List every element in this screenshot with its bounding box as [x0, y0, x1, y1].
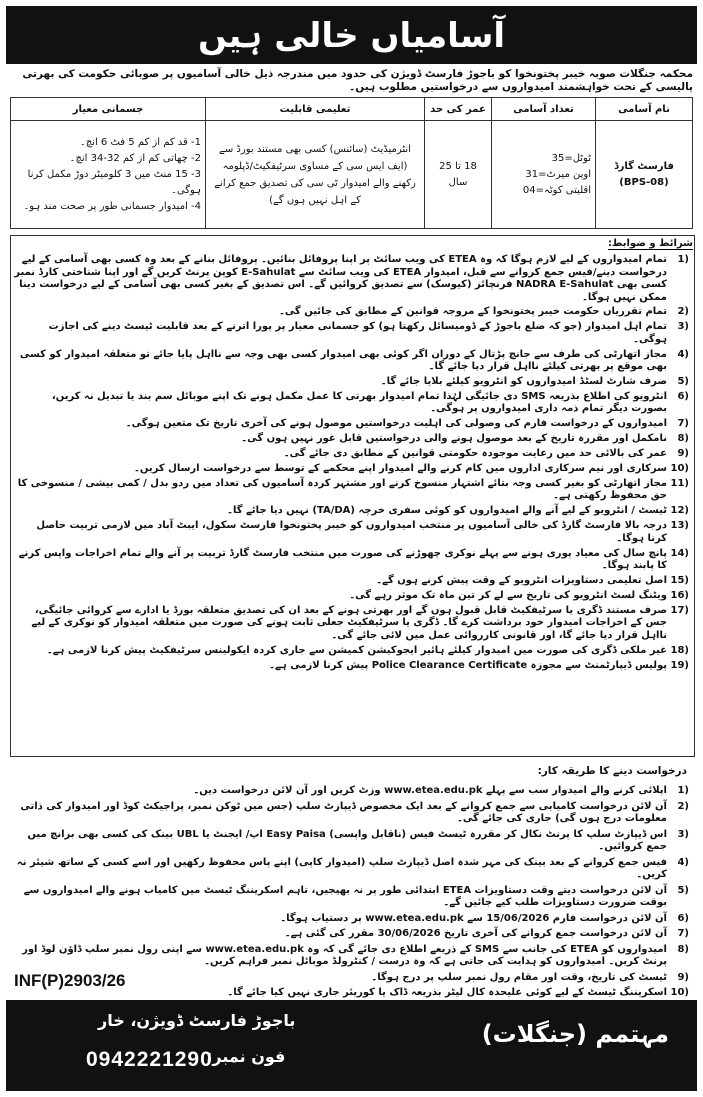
- item-text: ویٹنگ لسٹ انٹرویو کی تاریخ سے لے کر تین ماہ تک موثر رہے گی۔: [349, 589, 667, 601]
- item-text: مجاز اتھارٹی کی طرف سے جانچ پڑتال کے دوران اگر کوئی بھی امیدوار کسی بھی وجہ سے نااہل پایا جائے تو متعلقہ امیدوار کو کسی بھی موقع پر بھرتی کیلئے نااہل قرار دیا جائے گا۔: [19, 348, 667, 373]
- item-text: آن لائن درخواست دیتے وقت دستاویزات ETEA ابتدائی طور پر نہ بھیجیں، تاہم اسکریننگ ٹیسٹ میں کامیاب ہونے والے امیدواروں سے بوقت ضرورت دستاویزات طلب کیے جائیں گے۔: [23, 884, 667, 908]
- apply-heading: درخواست دینے کا طریقہ کار:: [537, 765, 687, 777]
- list-item: [14, 913, 689, 926]
- item-number: 10): [670, 987, 689, 998]
- post-name-cell: [596, 121, 693, 229]
- item-text: امیدواروں کو ETEA کی جانب سے SMS کے ذریعے اطلاع دی جائے گی کہ وہ www.etea.edu.pk سے اپنی رول نمبر سلپ ڈاؤن لوڈ اور پرنٹ کریں۔ امیدواروں کو ہدایت کی جاتی ہے کہ وہ درست / کنٹرولڈ موبائل نمبر فراہم کریں۔: [22, 943, 667, 967]
- signatory-title: مہتمم (جنگلات): [481, 1020, 669, 1048]
- item-text: انٹرویو کی اطلاع بذریعہ SMS دی جائیگی لہٰذا تمام امیدوار بھرتی کا عمل مکمل ہونے تک اپنے موبائل سم بند یا تبدیل نہ کریں، بصورت دیگر تمام ذمہ داری امیدواروں پر ہوگی۔: [51, 390, 667, 415]
- item-number: 7): [677, 418, 689, 430]
- count-minority: اقلیتی کوٹہ=04: [522, 184, 591, 196]
- post-count-cell: [492, 121, 596, 229]
- item-number: 6): [677, 912, 689, 924]
- item-number: 1): [677, 785, 689, 796]
- item-text: تمام امیدواروں کے لیے لازم ہوگا کہ وہ ETEA کی ویب سائٹ پر اپنا پروفائل بنائیں۔ پروفائل بنانے کے بعد وہ کسی بھی آسامی کے لیے درخواست دینے/فیس جمع کروانے سے قبل، امیدوار ETEA کی ویب سائٹ سے E-Sahulat کوپن پرنٹ کریں گے اور اپنا شناختی کارڈ نمبر کسی بھی NADRA E-Sahulat فرنچائز (کیوسک) سے تصدیق کروائیں گے۔ اس تصدیق کے بغیر کسی بھی آسامی کے لیے درخواست دینا ممکن نہیں ہوگا۔: [14, 254, 667, 303]
- list-item: [14, 376, 689, 389]
- item-number: 16): [670, 589, 689, 601]
- list-item: [14, 645, 689, 658]
- office-address: باجوڑ فارسٹ ڈویژن، خار: [98, 1011, 296, 1030]
- col-post-count: تعداد آسامی: [492, 98, 596, 121]
- item-number: 3): [677, 828, 689, 840]
- age-limit-cell: [425, 121, 492, 229]
- item-text: سرکاری اور نیم سرکاری اداروں میں کام کرنے والے امیدوار اپنے محکمے کے توسط سے درخواست ارسال کریں۔: [134, 463, 667, 475]
- item-number: 2): [677, 800, 689, 812]
- list-item: [14, 785, 689, 798]
- item-number: 6): [677, 390, 689, 402]
- item-text: غیر ملکی ڈگری کی صورت میں امیدوار کیلئے ہائیر ایجوکیشن کمیشن سے جاری کردہ ایکولینس سرٹیفکیٹ پیش کرنا لازمی ہے۔: [46, 644, 667, 656]
- page-title: آسامیاں خالی ہیں: [197, 15, 506, 56]
- item-text: پولیس ڈیپارٹمنٹ سے مجوزہ Police Clearance Certificate پیش کرنا لازمی ہے۔: [269, 659, 667, 671]
- item-number: 11): [670, 477, 689, 489]
- item-number: 8): [677, 943, 689, 955]
- list-item: [14, 418, 689, 431]
- post-scale: (BPS-08): [619, 176, 669, 188]
- col-age-limit: عمر کی حد: [425, 98, 492, 121]
- count-total: ٹوٹل=35: [551, 152, 591, 164]
- apply-steps-list: [14, 785, 689, 1003]
- item-text: فیس جمع کروانے کے بعد بینک کی مہر شدہ اصل ڈیپازٹ سلپ (امیدوار کاپی) اپنے پاس محفوظ رکھیں اور اسے کسی کے ساتھ شیئر نہ کریں۔: [16, 856, 667, 880]
- item-number: 5): [677, 884, 689, 896]
- qualification-cell: انٹرمیڈیٹ (سائنس) کسی بھی مستند بورڈ سے (ایف ایس سی کے مساوی سرٹیفکیٹ/ڈپلومہ رکھنے والے امیدوار ٹی سی کی تصدیق جمع کرانے کے اہل نہیں ہوں گے): [206, 121, 425, 229]
- item-number: 4): [677, 348, 689, 360]
- item-text: نامکمل اور مقررہ تاریخ کے بعد موصول ہونے والی درخواستیں قابل غور نہیں ہوں گی۔: [241, 433, 667, 445]
- item-number: 9): [677, 448, 689, 460]
- age-range: 18 تا 25: [439, 160, 477, 172]
- physical-run: 3- 15 منٹ میں 3 کلومیٹر دوڑ مکمل کرنا ہوگی۔: [27, 168, 201, 196]
- list-item: [14, 548, 689, 573]
- item-number: 14): [670, 547, 689, 559]
- item-text: ٹیسٹ کی تاریخ، وقت اور مقام رول نمبر سلپ پر درج ہوگا۔: [371, 971, 667, 983]
- item-number: 13): [670, 520, 689, 532]
- item-text: تمام تقرریاں حکومت خیبر پختونخوا کے مروجہ قوانین کے مطابق کی جائیں گی۔: [278, 306, 667, 318]
- table-header-row: [11, 98, 693, 121]
- list-item: [14, 605, 689, 643]
- item-number: 7): [677, 928, 689, 939]
- physical-height: 1- قد کم از کم 5 فٹ 6 انچ۔: [79, 136, 201, 148]
- item-text: تمام اہل امیدوار (جو کہ ضلع باجوڑ کے ڈومیسائل رکھتا ہو) کو جسمانی معیار پر پورا اترنے کے بعد قابلیت ٹیسٹ دینے کی اجازت ہوگی۔: [48, 321, 667, 345]
- list-item: [14, 254, 689, 304]
- list-item: [14, 829, 689, 854]
- item-text: اپلائی کرنے والے امیدوار سب سے پہلے www.etea.edu.pk وزٹ کریں اور آن لائن درخواست دیں۔: [193, 785, 667, 796]
- item-text: اسکریننگ ٹیسٹ کے لیے کوئی علیحدہ کال لیٹر بذریعہ ڈاک یا کوریئر جاری نہیں کیا جائے گا۔: [227, 987, 667, 998]
- list-item: [14, 928, 689, 941]
- item-text: آن لائن درخواست جمع کروانے کی آخری تاریخ 30/06/2026 مقرر کی گئی ہے۔: [284, 928, 667, 939]
- item-text: پانچ سال کی معیاد پوری ہونے سے پہلے نوکری چھوڑنے کی صورت میں منتخب فارسٹ گارڈ تربیت پر آنے والے تمام اخراجات واپس کرنے کا پابند ہوگا۔: [18, 547, 667, 572]
- list-item: [14, 885, 689, 910]
- list-item: [14, 590, 689, 603]
- item-number: 10): [670, 463, 689, 475]
- item-number: 8): [677, 433, 689, 445]
- item-text: ٹیسٹ / انٹرویو کے لیے آنے والے امیدواروں کو کوئی سفری خرچہ (TA/DA) نہیں دیا جائے گا۔: [227, 505, 667, 517]
- item-number: 2): [677, 306, 689, 318]
- col-qualification: تعلیمی قابلیت: [206, 98, 425, 121]
- list-item: [14, 944, 689, 969]
- item-text: آن لائن درخواست کامیابی سے جمع کروانے کے بعد ایک مخصوص ڈیپازٹ سلپ (جس میں ٹوکن نمبر، پراجیکٹ کوڈ اور امیدوار کی ذاتی معلومات درج ہوں گی) جاری کی جائے گی۔: [20, 800, 667, 824]
- title-banner: [6, 6, 697, 64]
- list-item: [14, 505, 689, 518]
- item-number: 5): [677, 376, 689, 388]
- col-post-name: نام آسامی: [596, 98, 693, 121]
- list-item: [14, 448, 689, 461]
- list-item: [14, 801, 689, 826]
- conditions-list: [14, 254, 689, 674]
- item-number: 12): [670, 505, 689, 517]
- item-text: آن لائن درخواست فارم 15/06/2026 سے www.etea.edu.pk پر دستیاب ہوگا۔: [280, 912, 667, 924]
- intro-text: محکمہ جنگلات صوبہ خیبر پختونخوا کو باجوڑ فارسٹ ڈویژن کی حدود میں مندرجہ ذیل خالی آسامیوں پر صوبائی حکومت کی بھرتی پالیسی کے تحت خواہشمند امیدواروں سے درخواستیں مطلوب ہیں۔: [22, 68, 693, 93]
- item-number: 1): [677, 254, 689, 265]
- physical-chest: 2- چھاتی کم از کم 32-34 انچ۔: [69, 152, 201, 164]
- phone-label: فون نمبر:: [206, 1047, 286, 1066]
- physical-health: 4- امیدوار جسمانی طور پر صحت مند ہو۔: [23, 200, 201, 212]
- list-item: [14, 575, 689, 588]
- list-item: [14, 660, 689, 673]
- list-item: [14, 520, 689, 545]
- list-item: [14, 478, 689, 503]
- count-open-merit: اوپن میرٹ=31: [525, 168, 591, 180]
- item-number: 18): [670, 644, 689, 656]
- item-number: 19): [670, 659, 689, 671]
- item-number: 17): [670, 604, 689, 616]
- list-item: [14, 321, 689, 346]
- conditions-heading: شرائط و ضوابط:: [608, 238, 693, 249]
- phone-number: 0942221290: [86, 1048, 213, 1071]
- list-item: [14, 433, 689, 446]
- post-name: فارسٹ گارڈ: [614, 160, 674, 172]
- item-text: درجہ بالا فارسٹ گارڈ کی خالی آسامیوں پر منتخب امیدواروں کو خیبر پختونخوا فارسٹ سکول، ایبٹ آباد میں لازمی تربیت حاصل کرنا ہوگا۔: [36, 520, 667, 544]
- item-text: عمر کی بالائی حد میں رعایت موجودہ حکومتی قوانین کے مطابق دی جائے گی۔: [283, 448, 667, 460]
- item-text: صرف شارٹ لسٹڈ امیدواروں کو انٹرویو کیلئے بلایا جائے گا۔: [380, 376, 667, 388]
- item-text: اصل تعلیمی دستاویزات انٹرویو کے وقت پیش کرنے ہوں گے۔: [376, 574, 667, 586]
- reference-number: INF(P)2903/26: [14, 971, 126, 990]
- list-item: [14, 349, 689, 374]
- list-item: [14, 857, 689, 882]
- col-physical: جسمانی معیار: [11, 98, 206, 121]
- item-text: مجاز اتھارٹی کو بغیر کسی وجہ بتائے اشتہار منسوخ کرنے اور مشتہر کردہ آسامیوں کی تعداد میں ردو بدل / کمی بیشی / منسوخی کا حق محفوظ رکھتی ہے۔: [17, 477, 667, 502]
- age-unit: سال: [448, 176, 468, 188]
- list-item: [14, 391, 689, 416]
- item-text: صرف مستند ڈگری یا سرٹیفکیٹ قابل قبول ہوں گے اور بھرتی ہونے کے بعد ان کی تصدیق متعلقہ بورڈ یا ادارے سے کروائی جائیگی، جس کے اخراجات امیدوار خود برداشت کرے گا۔ ڈگری یا سرٹیفکیٹ جعلی ثابت ہونے کی صورت میں متعلقہ امیدوار کو نوکری کے لیے نااہل قرار دیا جائے گا، اور قانونی کارروائی عمل میں لائی جائے گی۔: [31, 604, 667, 641]
- item-text: اس ڈیپازٹ سلپ کا پرنٹ نکال کر مقررہ ٹیسٹ فیس (ناقابل واپسی) Easy Paisa اپ/ ایجنٹ یا UBL بینک کی کسی بھی برانچ میں جمع کروائیں۔: [27, 828, 667, 852]
- footer-banner: [6, 1000, 697, 1091]
- item-text: امیدواروں کے درخواست فارم کی وصولی کی اہلیت درخواستیں موصول ہونے کی آخری تاریخ تک متعین ہوگی۔: [125, 418, 667, 430]
- list-item: [14, 306, 689, 319]
- table-row: [11, 121, 693, 229]
- list-item: [14, 463, 689, 476]
- item-number: 15): [670, 574, 689, 586]
- physical-cell: [11, 121, 206, 229]
- item-number: 3): [677, 321, 689, 333]
- item-number: 9): [677, 971, 689, 983]
- posts-table: [10, 97, 693, 229]
- item-number: 4): [677, 856, 689, 868]
